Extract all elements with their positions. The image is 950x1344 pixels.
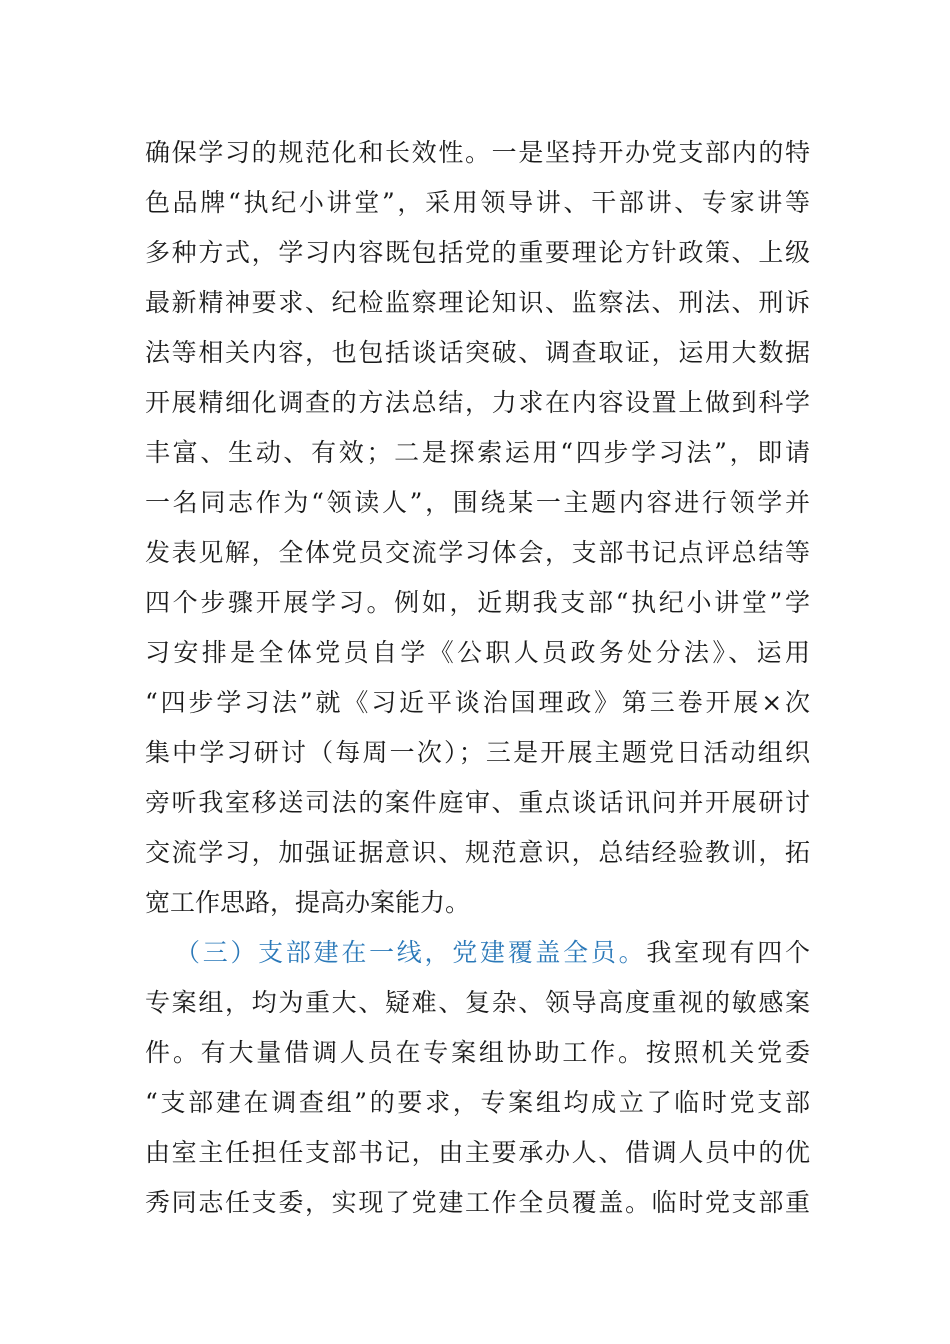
text-line: 开展精细化调查的方法总结，力求在内容设置上做到科学 [145, 388, 810, 417]
text-line: 集中学习研讨（每周一次）；三是开展主题党日活动组织 [145, 738, 810, 767]
text-line: 色品牌“执纪小讲堂”，采用领导讲、干部讲、专家讲等 [145, 188, 810, 217]
text-line: 法等相关内容，也包括谈话突破、调查取证，运用大数据 [145, 338, 810, 367]
paragraph-study-methods [145, 128, 810, 928]
text-line: 习安排是全体党员自学《公职人员政务处分法》、运用 [145, 638, 810, 667]
text-line: 四个步骤开展学习。例如，近期我支部“执纪小讲堂”学 [145, 588, 810, 617]
text-line: 交流学习，加强证据意识、规范意识，总结经验教训，拓 [145, 838, 810, 867]
text-line: 确保学习的规范化和长效性。一是坚持开办党支部内的特 [145, 138, 810, 167]
text-line: 多种方式，学习内容既包括党的重要理论方针政策、上级 [145, 238, 810, 267]
text-line: “四步学习法”就《习近平谈治国理政》第三卷开展×次 [145, 688, 810, 717]
section-heading-continuation: 我室现有四个 [646, 938, 810, 967]
text-line: 旁听我室移送司法的案件庭审、重点谈话讯问并开展研讨 [145, 788, 810, 817]
text-line: 最新精神要求、纪检监察理论知识、监察法、刑法、刑诉 [145, 288, 810, 317]
text-line: 宽工作思路，提高办案能力。 [145, 888, 471, 917]
text-line: 丰富、生动、有效；二是探索运用“四步学习法”，即请 [145, 438, 810, 467]
text-line: “支部建在调查组”的要求，专案组均成立了临时党支部 [145, 1088, 810, 1117]
text-line: 专案组，均为重大、疑难、复杂、领导高度重视的敏感案 [145, 988, 810, 1017]
text-line: 由室主任担任支部书记，由主要承办人、借调人员中的优 [145, 1138, 810, 1167]
text-line: 发表见解，全体党员交流学习体会，支部书记点评总结等 [145, 538, 810, 567]
section-heading: （三）支部建在一线，党建覆盖全员。 [175, 938, 647, 967]
text-line: 一名同志作为“领读人”，围绕某一主题内容进行领学并 [145, 488, 810, 517]
text-line: 件。有大量借调人员在专案组协助工作。按照机关党委 [145, 1038, 810, 1067]
text-line: 秀同志任支委，实现了党建工作全员覆盖。临时党支部重 [145, 1188, 810, 1217]
section-heading-line [145, 928, 810, 978]
paragraph-section-three [145, 928, 810, 1228]
